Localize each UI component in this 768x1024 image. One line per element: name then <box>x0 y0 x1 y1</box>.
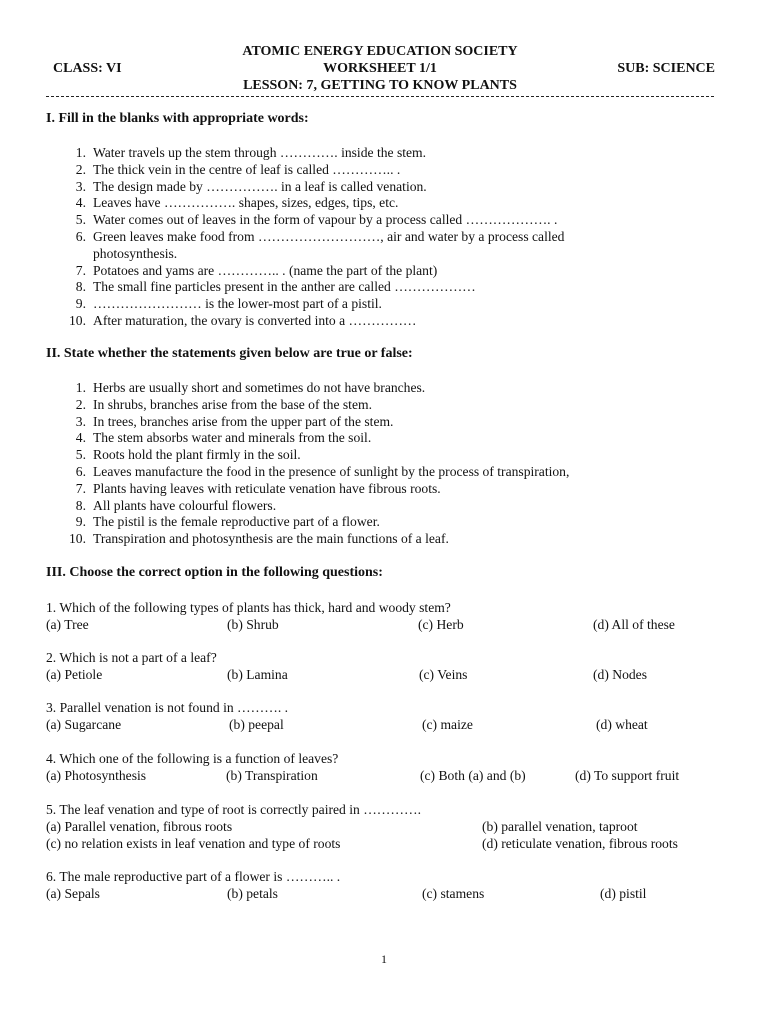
item-number: 10. <box>69 312 86 328</box>
option-a: (a) Petiole <box>46 667 103 682</box>
option-d: (d) To support fruit <box>575 768 680 783</box>
options-row <box>46 885 726 902</box>
item-number: 4. <box>75 195 86 211</box>
page-number: 1 <box>381 952 387 966</box>
options-row <box>46 716 726 733</box>
item-number: 2. <box>75 396 86 412</box>
item-text: …………………… is the lower-most part of a pistil. <box>93 296 382 312</box>
option-c: (c) no relation exists in leaf venation and type of roots <box>46 836 341 851</box>
option-d: (d) All of these <box>593 617 675 632</box>
list-item <box>70 430 690 447</box>
item-number: 7. <box>75 262 86 278</box>
item-number: 10. <box>69 531 86 547</box>
subject-label: SUB: SCIENCE <box>617 61 715 76</box>
item-number: 6. <box>75 463 86 479</box>
option-d: (d) reticulate venation, fibrous roots <box>482 836 678 851</box>
list-item <box>70 279 690 296</box>
item-text: Plants having leaves with reticulate venation have fibrous roots. <box>93 480 441 496</box>
list-item <box>70 481 690 498</box>
list-item <box>70 179 690 196</box>
item-text: Green leaves make food from ………………………, air and water by a process called photosynthesis. <box>93 228 565 261</box>
lesson-title: LESSON: 7, GETTING TO KNOW PLANTS <box>243 78 517 93</box>
option-b: (b) parallel venation, taproot <box>482 819 638 834</box>
item-text: Water comes out of leaves in the form of vapour by a process called ………………. . <box>93 212 558 228</box>
item-number: 4. <box>75 430 86 446</box>
org-title: ATOMIC ENERGY EDUCATION SOCIETY <box>242 44 518 59</box>
item-number: 9. <box>75 296 86 312</box>
question-text: 2. Which is not a part of a leaf? <box>46 650 217 665</box>
item-text: The small fine particles present in the anther are called ……………… <box>93 279 476 295</box>
options-row <box>46 666 726 683</box>
list-item <box>70 397 690 414</box>
mcq-question-6 <box>46 868 726 902</box>
mcq-question-5 <box>46 801 726 852</box>
item-number: 5. <box>75 212 86 228</box>
list-item <box>70 162 690 179</box>
item-number: 3. <box>75 413 86 429</box>
list-item <box>70 380 690 397</box>
list-item <box>70 414 690 431</box>
option-a: (a) Tree <box>46 617 89 632</box>
option-b: (b) Lamina <box>227 667 288 682</box>
mcq-question-2 <box>46 649 726 683</box>
item-text: In trees, branches arise from the upper part of the stem. <box>93 413 394 429</box>
option-a: (a) Photosynthesis <box>46 768 147 783</box>
option-a: (a) Sepals <box>46 886 100 901</box>
mcq-question-4 <box>46 750 726 784</box>
true-false-list <box>70 380 690 548</box>
list-item <box>70 313 690 330</box>
options-row <box>46 818 726 835</box>
item-number: 2. <box>75 161 86 177</box>
item-text: The stem absorbs water and minerals from the soil. <box>93 430 372 446</box>
option-c: (c) Veins <box>419 667 468 682</box>
list-item <box>70 263 690 280</box>
item-text: The thick vein in the centre of leaf is called ………….. . <box>93 161 401 177</box>
item-text: After maturation, the ovary is converted into a …………… <box>93 312 417 328</box>
option-b: (b) Transpiration <box>226 768 318 783</box>
item-text: Transpiration and photosynthesis are the main functions of a leaf. <box>93 531 449 547</box>
item-text: All plants have colourful flowers. <box>93 497 277 513</box>
item-number: 5. <box>75 447 86 463</box>
item-number: 1. <box>75 380 86 395</box>
list-item <box>70 145 690 162</box>
option-b: (b) peepal <box>229 717 284 732</box>
item-text: Herbs are usually short and sometimes do not have branches. <box>93 380 426 395</box>
item-text: Leaves have ……………. shapes, sizes, edges, tips, etc. <box>93 195 399 211</box>
option-d: (d) Nodes <box>593 667 647 682</box>
option-d: (d) wheat <box>596 717 648 732</box>
item-number: 8. <box>75 497 86 513</box>
list-item <box>70 212 690 229</box>
item-number: 7. <box>75 480 86 496</box>
dashed-divider <box>46 96 714 97</box>
list-item <box>70 447 690 464</box>
list-item <box>70 464 690 481</box>
list-item <box>70 195 690 212</box>
question-text: 4. Which one of the following is a function of leaves? <box>46 751 339 766</box>
mcq-question-3 <box>46 699 726 733</box>
worksheet-label: WORKSHEET 1/1 <box>323 61 437 76</box>
class-label: CLASS: VI <box>53 61 122 76</box>
option-c: (c) maize <box>422 717 473 732</box>
list-item <box>70 296 690 313</box>
item-text: Potatoes and yams are ………….. . (name the part of the plant) <box>93 262 438 278</box>
section-2-title: II. State whether the statements given below are true or false: <box>46 346 413 361</box>
item-number: 3. <box>75 178 86 194</box>
option-b: (b) petals <box>227 886 278 901</box>
option-b: (b) Shrub <box>227 617 279 632</box>
item-text: The design made by ……………. in a leaf is called venation. <box>93 178 427 194</box>
options-row <box>46 835 726 852</box>
item-text: The pistil is the female reproductive part of a flower. <box>93 514 380 530</box>
question-text: 1. Which of the following types of plants has thick, hard and woody stem? <box>46 600 451 615</box>
question-text: 5. The leaf venation and type of root is correctly paired in …………. <box>46 802 421 817</box>
section-3-title: III. Choose the correct option in the following questions: <box>46 565 383 580</box>
options-row <box>46 767 726 784</box>
item-text: Water travels up the stem through …………. inside the stem. <box>93 145 427 160</box>
option-a: (a) Sugarcane <box>46 717 122 732</box>
item-number: 1. <box>75 145 86 160</box>
list-item <box>70 514 690 531</box>
item-number: 8. <box>75 279 86 295</box>
fill-blanks-list <box>70 145 690 330</box>
section-1-title: I. Fill in the blanks with appropriate words: <box>46 111 309 126</box>
option-a: (a) Parallel venation, fibrous roots <box>46 819 233 834</box>
option-c: (c) Herb <box>418 617 464 632</box>
item-number: 6. <box>75 228 86 244</box>
option-c: (c) stamens <box>422 886 485 901</box>
list-item <box>70 229 638 263</box>
list-item <box>70 531 690 548</box>
item-number: 9. <box>75 514 86 530</box>
question-text: 3. Parallel venation is not found in ………. . <box>46 700 289 715</box>
option-d: (d) pistil <box>600 886 647 901</box>
item-text: Leaves manufacture the food in the presence of sunlight by the process of transpiration, <box>93 463 570 479</box>
list-item <box>70 498 690 515</box>
mcq-question-1 <box>46 599 726 633</box>
option-c: (c) Both (a) and (b) <box>420 768 526 783</box>
item-text: In shrubs, branches arise from the base of the stem. <box>93 396 372 412</box>
item-text: Roots hold the plant firmly in the soil. <box>93 447 301 463</box>
options-row <box>46 616 726 633</box>
question-text: 6. The male reproductive part of a flower is ……….. . <box>46 869 341 884</box>
